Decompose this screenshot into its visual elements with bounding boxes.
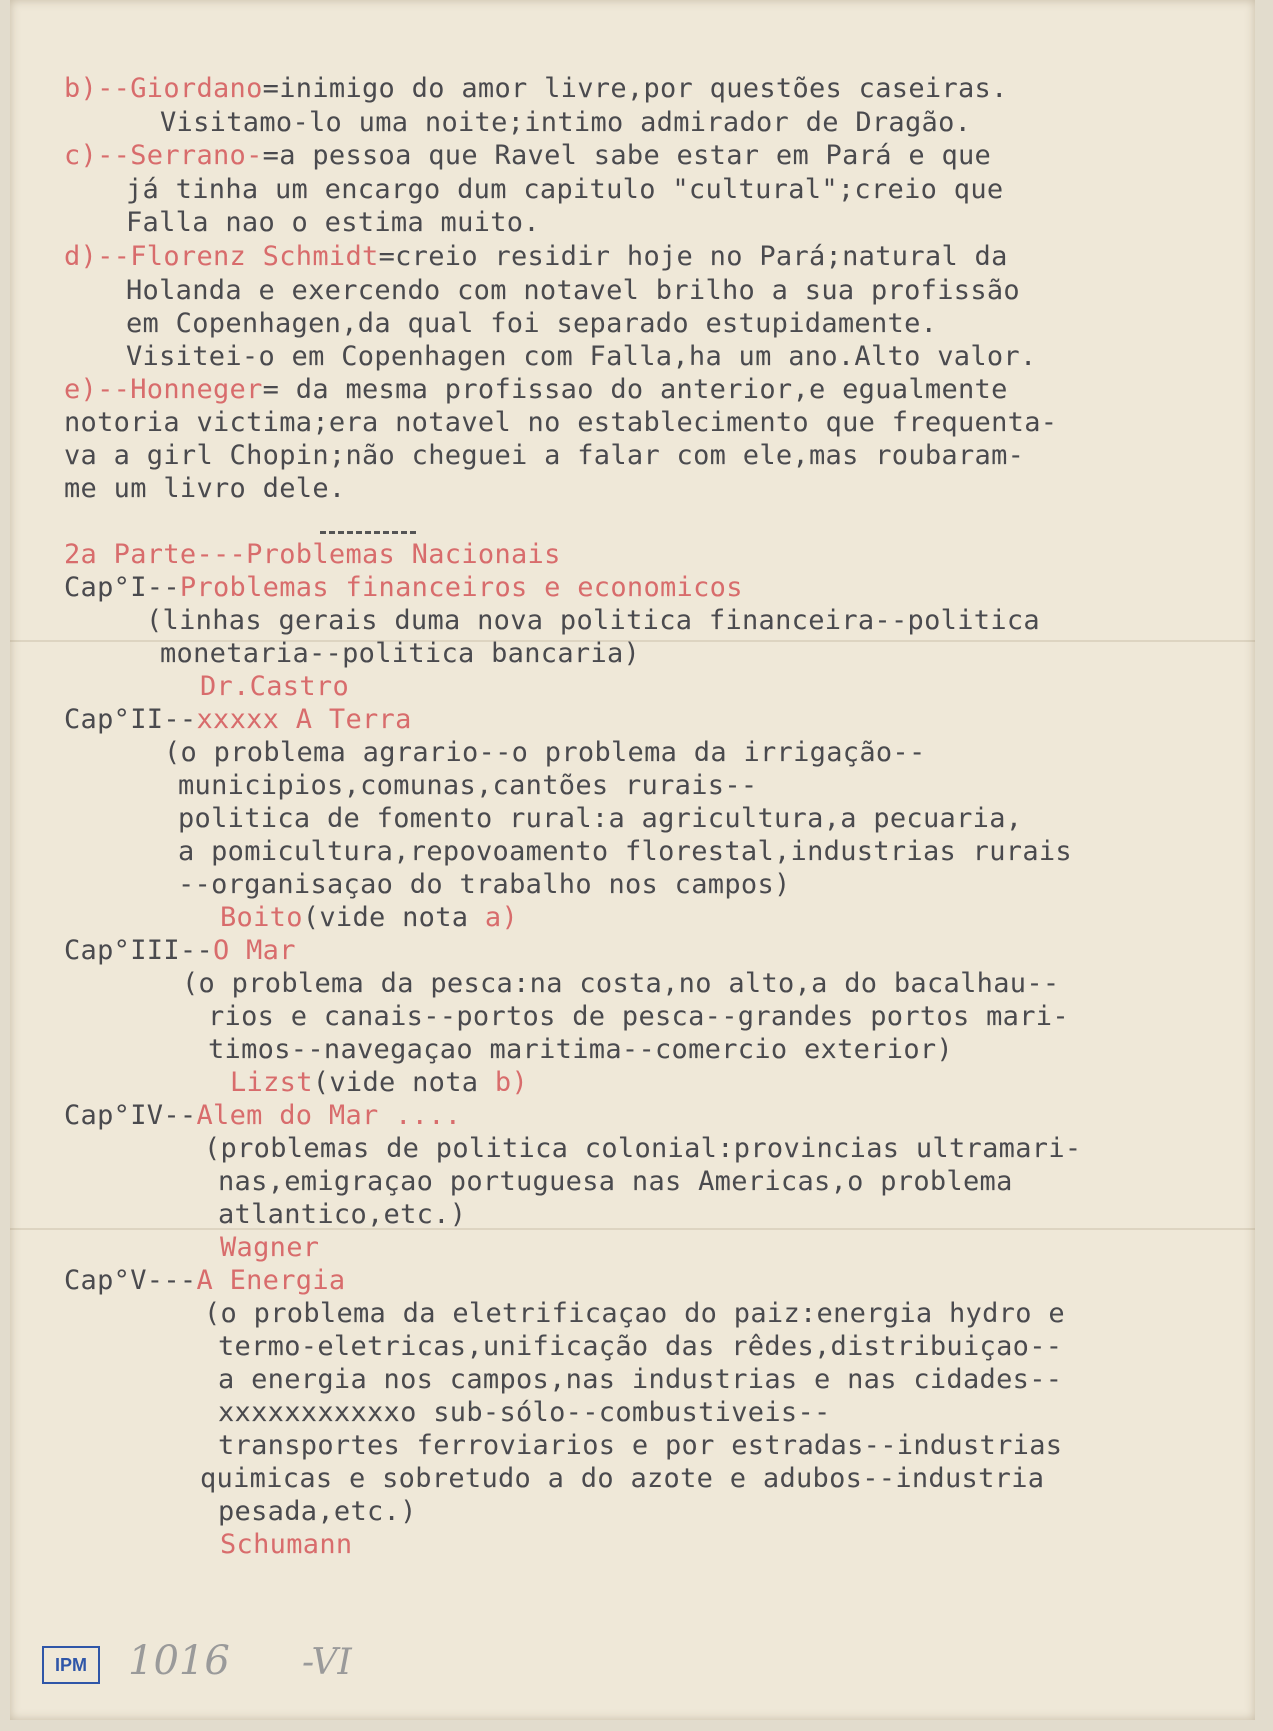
black-typed-text: atlantico,etc.)	[218, 1199, 467, 1230]
typed-line	[208, 1035, 953, 1065]
red-typed-text: Alem do Mar ....	[196, 1100, 462, 1131]
typed-line	[164, 738, 926, 768]
black-typed-text: pesada,etc.)	[218, 1496, 417, 1527]
red-typed-text: 2a Parte---Problemas Nacionais	[64, 539, 561, 570]
black-typed-text: Falla nao o estima muito.	[126, 207, 540, 238]
black-typed-text: nas,emigraçao portuguesa nas Americas,o problema	[218, 1166, 1013, 1197]
black-typed-text: a energia nos campos,nas industrias e nas cidades--	[218, 1364, 1063, 1395]
black-typed-text: (o problema da eletrificaçao do paiz:energia hydro e	[204, 1298, 1065, 1329]
typed-line	[200, 672, 349, 702]
typed-line	[64, 141, 991, 171]
red-typed-text: e)--Honneger	[64, 374, 263, 405]
typed-line	[64, 936, 296, 966]
black-typed-text: em Copenhagen,da qual foi separado estupidamente.	[126, 308, 938, 339]
typed-line	[178, 837, 1072, 867]
black-typed-text: politica de fomento rural:a agricultura,a pecuaria,	[178, 803, 1023, 834]
typed-line	[220, 903, 518, 933]
red-typed-text: b)	[494, 1067, 529, 1098]
typed-line	[160, 108, 971, 138]
typed-line	[64, 1101, 461, 1131]
typed-line	[218, 1431, 1062, 1461]
typed-line	[64, 408, 1057, 438]
black-typed-text: = da mesma profissao do anterior,e egualmente	[262, 374, 1008, 405]
red-typed-text: Problemas financeiros e economicos	[179, 572, 743, 603]
typed-line	[146, 606, 1040, 636]
typed-line	[220, 1233, 319, 1263]
typed-line	[230, 1068, 528, 1098]
typed-line	[178, 804, 1022, 834]
typed-line	[218, 1332, 1062, 1362]
typed-line	[178, 771, 757, 801]
handwritten-number: 1016	[128, 1638, 230, 1684]
typed-line	[64, 441, 1024, 471]
red-typed-text: xxxxx A Terra	[196, 704, 412, 735]
black-typed-text: rios e canais--portos de pesca--grandes portos mari-	[208, 1001, 1069, 1032]
typed-line	[218, 1200, 466, 1230]
red-typed-text: Dr.Castro	[200, 671, 349, 702]
red-typed-text: A Energia	[196, 1265, 346, 1296]
black-typed-text: Holanda e exercendo com notavel brilho a sua profissão	[126, 275, 1020, 306]
black-typed-text: já tinha um encargo dum capitulo "cultural";creio que	[126, 174, 1004, 205]
red-typed-text: O Mar	[213, 935, 296, 966]
black-typed-text: (problemas de politica colonial:provincias ultramari-	[204, 1133, 1082, 1164]
typed-line	[204, 1299, 1065, 1329]
black-typed-text: Visitei-o em Copenhagen com Falla,ha um ano.Alto valor.	[126, 341, 1037, 372]
typed-line	[160, 639, 640, 669]
black-typed-text: (o problema agrario--o problema da irrigação--	[164, 737, 926, 768]
typed-line	[64, 705, 412, 735]
black-typed-text: quimicas e sobretudo a do azote e adubos--industria	[200, 1463, 1045, 1494]
typed-line	[64, 573, 743, 603]
black-typed-text: Visitamo-lo uma noite;intimo admirador de Dragão.	[160, 107, 972, 138]
typed-line	[126, 175, 1003, 205]
black-typed-text: =inimigo do amor livre,por questões caseiras.	[262, 73, 1008, 104]
red-typed-text: a)	[484, 902, 519, 933]
black-typed-text: notoria victima;era notavel no establecimento que frequenta-	[64, 407, 1058, 438]
section-separator	[320, 531, 416, 537]
typed-line	[208, 1002, 1069, 1032]
black-typed-text: --organisaçao do trabalho nos campos)	[178, 869, 791, 900]
typed-line	[64, 242, 1008, 272]
red-typed-text: d)--Florenz Schmidt	[64, 241, 379, 272]
black-typed-text: Cap°V---	[64, 1265, 197, 1296]
typed-line	[218, 1497, 417, 1527]
red-typed-text: Schumann	[220, 1529, 353, 1560]
black-typed-text: monetaria--politica bancaria)	[160, 638, 641, 669]
typed-line	[126, 208, 540, 238]
black-typed-text: timos--navegaçao maritima--comercio exterior)	[208, 1034, 953, 1065]
black-typed-text: Cap°III--	[64, 935, 213, 966]
typed-line	[64, 474, 345, 504]
typed-line	[64, 375, 1008, 405]
black-typed-text: Cap°II--	[64, 704, 197, 735]
typed-line	[200, 1464, 1044, 1494]
ipm-stamp: IPM	[42, 1646, 100, 1684]
typed-line	[218, 1398, 831, 1428]
red-typed-text: c)--Serrano-	[64, 140, 263, 171]
black-typed-text: (linhas gerais duma nova politica financeira--politica	[146, 605, 1040, 636]
black-typed-text: Cap°IV--	[64, 1100, 197, 1131]
typed-line	[126, 342, 1037, 372]
typed-line	[178, 870, 791, 900]
black-typed-text: municipios,comunas,cantões rurais--	[178, 770, 758, 801]
typed-line	[204, 1134, 1081, 1164]
black-typed-text: va a girl Chopin;não cheguei a falar com ele,mas roubaram-	[64, 440, 1025, 471]
handwritten-roman: -VI	[302, 1642, 352, 1683]
typed-line	[64, 1266, 345, 1296]
paper-fold	[10, 1228, 1255, 1230]
black-typed-text: =a pessoa que Ravel sabe estar em Pará e que	[262, 140, 992, 171]
typed-line	[218, 1167, 1013, 1197]
typed-line	[126, 309, 937, 339]
black-typed-text: Cap°I--	[64, 572, 180, 603]
black-typed-text: transportes ferroviarios e por estradas--industrias	[218, 1430, 1063, 1461]
typed-line	[126, 276, 1020, 306]
black-typed-text: me um livro dele.	[64, 473, 346, 504]
black-typed-text: a pomicultura,repovoamento florestal,industrias rurais	[178, 836, 1072, 867]
red-typed-text: Wagner	[220, 1232, 320, 1263]
red-typed-text: Lizst	[230, 1067, 313, 1098]
typed-line	[64, 540, 561, 570]
black-typed-text: (vide nota	[302, 902, 485, 933]
black-typed-text: (vide nota	[312, 1067, 495, 1098]
red-typed-text: Boito	[220, 902, 303, 933]
typed-line	[182, 969, 1059, 999]
black-typed-text: =creio residir hoje no Pará;natural da	[378, 241, 1008, 272]
typed-line	[220, 1530, 352, 1560]
red-typed-text: b)--Giordano	[64, 73, 263, 104]
black-typed-text: (o problema da pesca:na costa,no alto,a do bacalhau--	[182, 968, 1060, 999]
typed-line	[64, 74, 1008, 104]
typed-line	[218, 1365, 1062, 1395]
black-typed-text: xxxxxxxxxxxo sub-sólo--combustiveis--	[218, 1397, 831, 1428]
black-typed-text: termo-eletricas,unificação das rêdes,distribuiçao--	[218, 1331, 1063, 1362]
